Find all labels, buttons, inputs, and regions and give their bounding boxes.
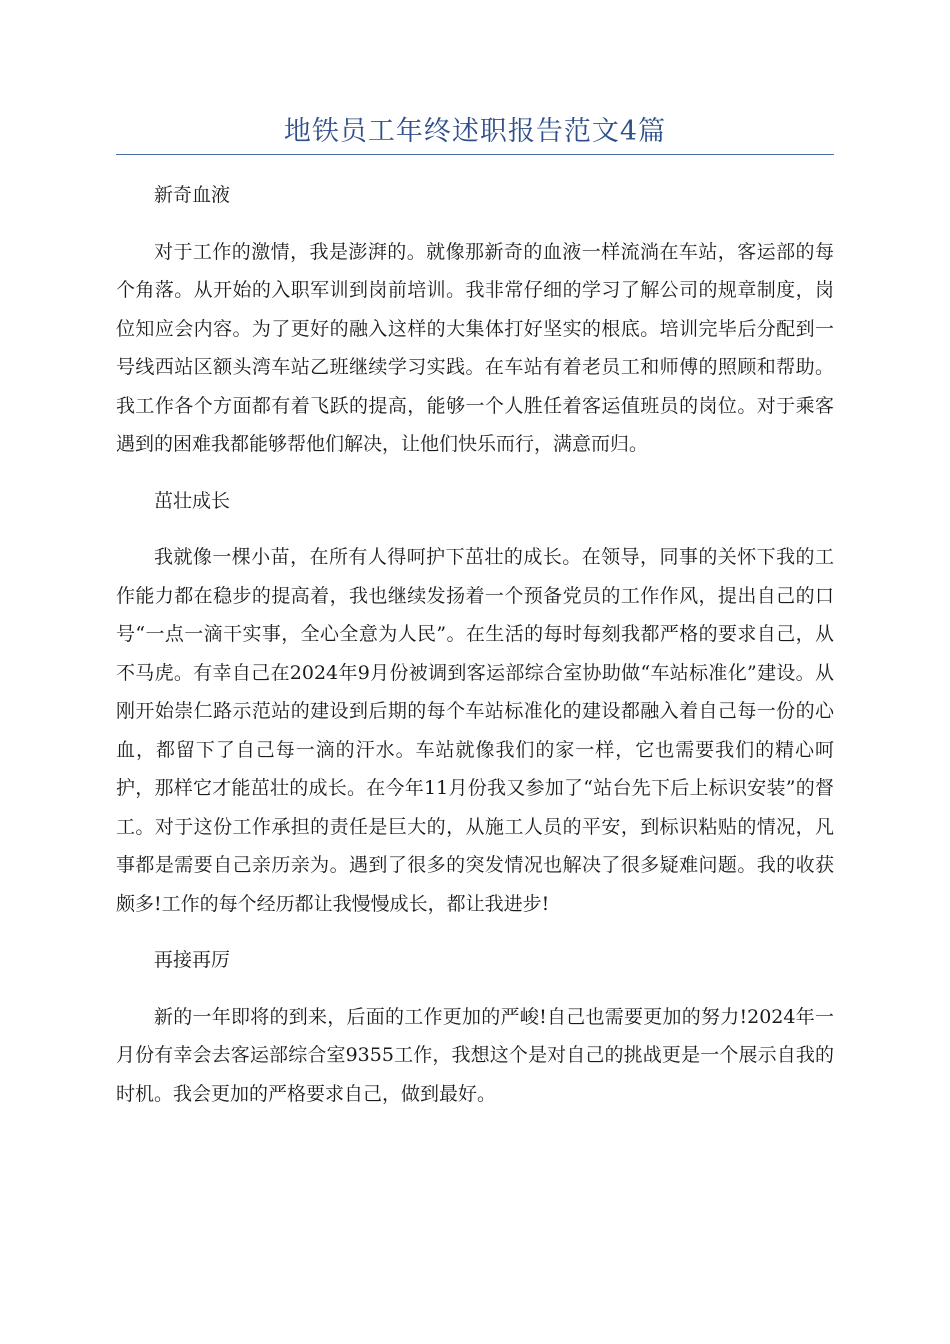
section-heading-2: 茁壮成长 [154, 489, 231, 512]
section-paragraph-3: 新的一年即将的到来，后面的工作更加的严峻!自己也需要更加的努力!2024年一月份有幸会去客运部综合室9355工作，我想这个是对自己的挑战更是一个展示自我的时机。我会更加的严格要求自己，做到最好。 [116, 1005, 834, 1105]
section-heading-3: 再接再厉 [154, 949, 231, 971]
section-heading-1: 新奇血液 [154, 184, 231, 206]
page-title: 地铁员工年终述职报告范文4篇 [283, 116, 667, 147]
section-paragraph-2: 我就像一棵小苗，在所有人得呵护下茁壮的成长。在领导，同事的关怀下我的工作能力都在稳步的提高着，我也继续发扬着一个预备党员的工作作风，提出自己的口号“一点一滴干实事，全心全意为人民”。在生活的每时每刻我都严格的要求自己，从不马虎。有幸自己在2024年9月份被调到客运部综合室协助做“车站标准化”建设。从刚开始崇仁路示范站的建设到后期的每个车站标准化的建设都融入着自己每一份的心血，都留下了自己每一滴的汗水。车站就像我们的家一样，它也需要我们的精心呵护，那样它才能茁壮的成长。在今年11月份我又参加了“站台先下后上标识安装”的督工。对于这份工作承担的责任是巨大的，从施工人员的平安，到标识粘贴的情况，凡事都是需要自己亲历亲为。遇到了很多的突发情况也解决了很多疑难问题。我的收获颇多!工作的每个经历都让我慢慢成长，都让我进步! [116, 546, 834, 915]
title-underline [116, 154, 834, 155]
section-paragraph-1: 对于工作的激情，我是澎湃的。就像那新奇的血液一样流淌在车站，客运部的每个角落。从开始的入职军训到岗前培训。我非常仔细的学习了解公司的规章制度，岗位知应会内容。为了更好的融入这样的大集体打好坚实的根底。培训完毕后分配到一号线西站区额头湾车站乙班继续学习实践。在车站有着老员工和师傅的照顾和帮助。我工作各个方面都有着飞跃的提高，能够一个人胜任着客运值班员的岗位。对于乘客遇到的困难我都能够帮他们解决，让他们快乐而行，满意而归。 [116, 240, 834, 455]
document-body [116, 176, 834, 1131]
